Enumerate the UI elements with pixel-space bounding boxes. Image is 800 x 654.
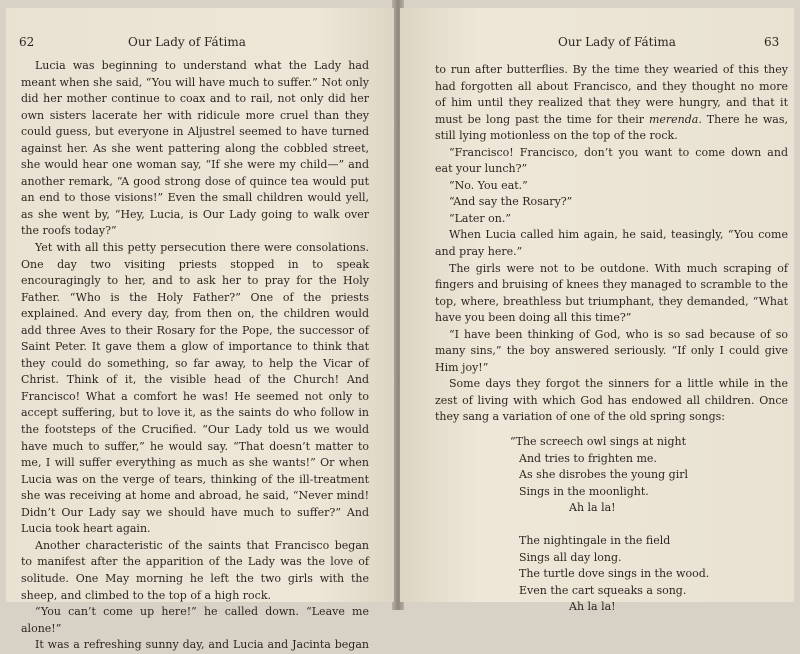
paragraph	[435, 62, 788, 145]
paragraph: “Later on.”	[449, 211, 511, 225]
song-poem	[510, 434, 788, 616]
paragraph: “Francisco! Francisco, don’t you want to come down and eat your lunch?”	[435, 145, 788, 176]
paragraph: Lucia was beginning to understand what the Lady had meant when she said, “You will have much to suffer.” Not only did her mother continue to coax and to rail, not only did her own sisters lacerate her with ridicule more cruel than they could guess, but everyone in Aljustrel seemed to have turned against her. As she went pattering along the cobbled street, she would hear one woman say, “If she were my child—” and another remark, “A good strong dose of quince tea would put an end to those visions!” Even the small children would yell, as she went by, “Hey, Lucia, is Our Lady going to walk over the roofs today?”	[21, 59, 369, 238]
italic-word: merenda	[648, 112, 699, 126]
right-running-head: Our Lady of Fátima	[558, 35, 676, 49]
paragraph: Yet with all this petty persecution there were consolations. One day two visiting priests stopped in to speak encouragingly to her, and to ask her to pray for the Holy Father. “Who is the Holy Father?” One of the priests explained. And every day, from then on, the children would add three Aves to their Rosary for the Pope, the successor of Saint Peter. It gave them a glow of importance to think that they could do something, so far away, to help the Vicar of Christ. Think of it, the visible head of the Church! And Francisco! What a comfort he was! He seemed not only to accept suffering, but to love it, as the saints do who follow in the footsteps of the Crucified. “Our Lady told us we would have much to suffer,” he would say. “That doesn’t matter to me, I will suffer everything as much as she wants!” Or when Lucia was on the verge of tears, thinking of the ill-treatment she was receiving at home and abroad, he said, “Never mind! Didn’t Our Lady say we should have much to suffer?” And Lucia took heart again.	[21, 241, 369, 536]
paragraph: It was a refreshing sunny day, and Lucia and Jacinta began	[35, 638, 369, 652]
paragraph: “And say the Rosary?”	[449, 195, 573, 209]
left-page	[6, 8, 394, 652]
paragraph: The girls were not to be outdone. With much scraping of fingers and bruising of knees they managed to scramble to the top, where, breathless but triumphant, they demanded, “What have you been doing all this time?”	[435, 261, 788, 325]
paragraph: “I have been thinking of God, who is so sad because of so many sins,” the boy answered seriously. “If only I could give Him joy!”	[435, 327, 788, 374]
left-running-head: Our Lady of Fátima	[128, 35, 246, 49]
poem-line: The turtle dove sings in the wood.	[519, 567, 710, 581]
poem-refrain: Ah la la!	[569, 600, 616, 614]
paragraph-text: to run after butterflies. By the time they wearied of this they had forgotten all about Francisco, and they thought no more of him until they realized that they were hungry, and that it must be long past the time for their	[435, 63, 788, 126]
poem-line: “The screech owl sings at night	[510, 435, 686, 449]
poem-line: As she disrobes the young girl	[519, 468, 688, 482]
poem-line: Sings in the moonlight.	[519, 484, 649, 498]
poem-refrain: Ah la la!	[569, 501, 616, 515]
paragraph: When Lucia called him again, he said, teasingly, “You come and pray here.”	[435, 228, 788, 259]
paragraph: “No. You eat.”	[449, 178, 528, 192]
right-page	[400, 8, 794, 614]
poem-line: The nightingale in the field	[519, 534, 671, 548]
poem-line: Sings all day long.	[519, 550, 622, 564]
paragraph-text: . There he was, still lying motionless on the top of the rock.	[435, 112, 788, 143]
left-body-text	[21, 58, 369, 654]
poem-line: And tries to frighten me.	[519, 451, 657, 465]
paragraph: “You can’t come up here!” he called down. “Leave me alone!”	[21, 605, 369, 635]
left-page-number: 62	[19, 35, 35, 49]
right-body-text	[435, 62, 788, 616]
right-page-number: 63	[764, 35, 780, 49]
paragraph: Another characteristic of the saints that Francisco began to manifest after the apparition of the Lady was the love of solitude. One May morning he left the two girls with the sheep, and climbed to the top of a high rock.	[21, 538, 369, 602]
paragraph: Some days they forgot the sinners for a little while in the zest of living with which God has endowed all children. Once they sang a variation of one of the old spring songs:	[435, 377, 788, 424]
poem-line: Even the cart squeaks a song.	[519, 583, 687, 597]
